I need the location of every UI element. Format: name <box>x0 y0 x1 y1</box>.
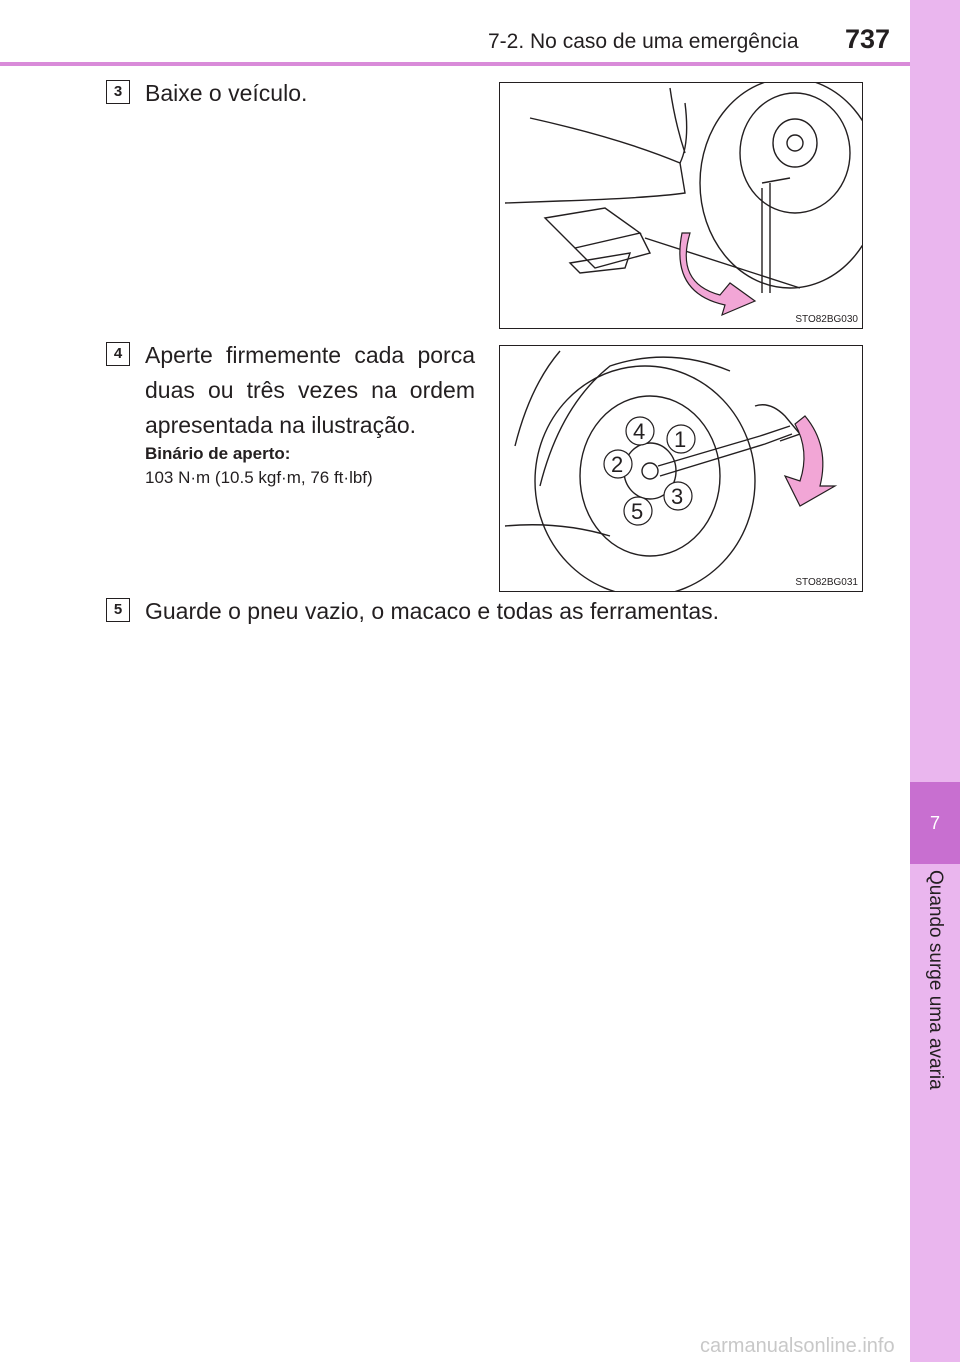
step-number-4: 4 <box>106 342 130 366</box>
step-text-5: Guarde o pneu vazio, o macaco e todas as ferramentas. <box>145 598 720 624</box>
side-tab-chapter: 7 <box>910 782 960 864</box>
jack-illustration <box>500 83 862 328</box>
header-rule <box>0 62 910 66</box>
figure-code-031: STO82BG031 <box>795 577 858 588</box>
header-title: 7-2. No caso de uma emergência <box>488 30 799 53</box>
page-number: 737 <box>845 24 891 54</box>
nut-order-4: 4 <box>633 419 646 444</box>
step-number-5: 5 <box>106 598 130 622</box>
side-tab-label: Quando surge uma avaria <box>925 870 946 1090</box>
figure-tighten-nuts <box>499 345 863 592</box>
step-number-3: 3 <box>106 80 130 104</box>
figure-code-030: STO82BG030 <box>795 314 858 325</box>
wheel-illustration <box>500 346 862 591</box>
figure-lower-vehicle <box>499 82 863 329</box>
torque-label: Binário de aperto: <box>145 444 291 463</box>
nut-order-2: 2 <box>611 452 624 477</box>
step-text-3: Baixe o veículo. <box>145 80 308 106</box>
nut-order-5: 5 <box>631 499 644 524</box>
step-text-4: Aperte firmemente cada porca duas ou três vezes na ordem apresentada na ilustração. <box>145 342 475 438</box>
nut-order-3: 3 <box>671 484 684 509</box>
footer-watermark: carmanualsonline.info <box>700 1335 895 1357</box>
rotation-arrow <box>785 416 835 506</box>
nut-order-1: 1 <box>674 427 687 452</box>
torque-value: 103 N·m (10.5 kgf·m, 76 ft·lbf) <box>145 468 373 487</box>
side-tab <box>910 0 960 1362</box>
